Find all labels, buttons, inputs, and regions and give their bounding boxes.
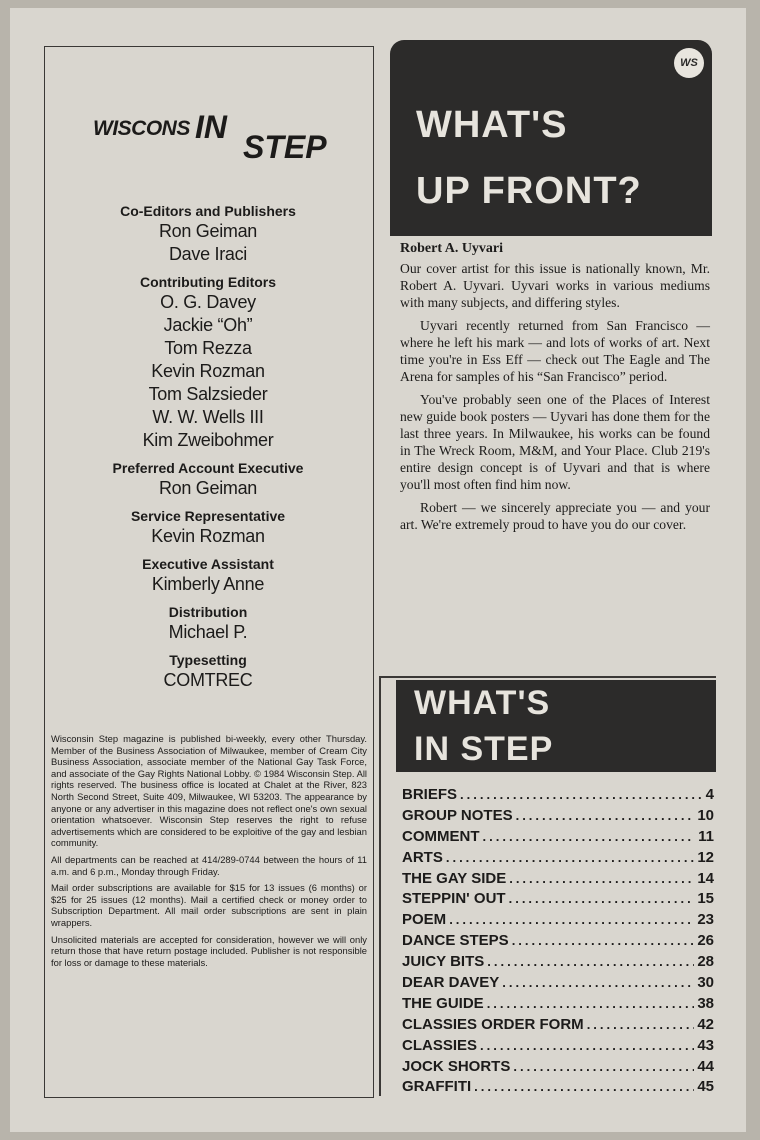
toc-leader-dots: [502, 975, 694, 990]
toc-entry: [402, 1078, 714, 1099]
toc-page-number: 26: [697, 932, 714, 950]
notice-paragraph: Wisconsin Step magazine is published bi-weekly, every other Thursday. Member of the Business Association of Milwaukee, member of Cream City Business Association, associate member of the National Gay Task Force, and associate of the Gay Rights National Lobby. © 1984 Wisconsin Step. All rights reserved. The business office is located at Chalet at the River, 823 North Second Street, Suite 409, Milwaukee, WI 53203. The appearance by anyone or any advertiser in this magazine does not reflect one's own sexual orientation whatsoever. Wisconsin Step reserves the right to refuse advertisements which are considered to be exploitive of the gay and lesbian community.: [51, 733, 367, 849]
staff-name: Kevin Rozman: [151, 526, 265, 546]
toc-leader-dots: [449, 912, 694, 927]
toc-entry: [402, 974, 714, 995]
staff-role: Executive Assistant: [142, 556, 274, 572]
whats-in-step-banner: [396, 680, 716, 772]
toc-leader-dots: [460, 787, 703, 802]
article-paragraph: You've probably seen one of the Places of Interest new guide book posters — Uyvari has done them for the last three years. In Milwaukee, his works can be found in The Wreck Room, M&M, and Your Place. Club 219's entire design concept is of Uyvari and that is where you'll most often find him now.: [400, 392, 710, 492]
column-rule: [379, 676, 381, 1096]
logo-part-step: STEP: [243, 129, 327, 165]
staff-name: Dave Iraci: [168, 244, 248, 264]
staff-role: Contributing Editors: [139, 274, 277, 290]
toc-entry: [402, 870, 714, 891]
toc-label: DEAR DAVEY: [402, 974, 500, 992]
toc-leader-dots: [487, 996, 695, 1011]
toc-page-number: 10: [697, 806, 714, 824]
toc-entry: [402, 849, 714, 870]
upfront-title-line2: UP FRONT?: [416, 170, 642, 212]
toc-leader-dots: [509, 891, 695, 906]
toc-leader-dots: [446, 850, 694, 865]
toc-label: ARTS: [402, 848, 443, 866]
staff-name: O. G. Davey: [160, 292, 256, 312]
staff-name: Kevin Rozman: [151, 361, 265, 381]
toc-entry: [402, 995, 714, 1016]
toc-label: CLASSIES: [402, 1036, 478, 1054]
article-paragraph: Uyvari recently returned from San Francisco — where he left his mark — and lots of works of art. Next time you're in Ess Eff — check out The Eagle and The Arena for samples of his “San Francisco” period.: [400, 318, 710, 384]
toc-page-number: 42: [697, 1015, 714, 1033]
toc-page-number: 14: [697, 869, 714, 887]
article-paragraph: Our cover artist for this issue is nationally known, Mr. Robert A. Uyvari. Uyvari works in various mediums with many subjects, and differing styles.: [400, 261, 710, 310]
toc-label: GRAFFITI: [402, 1078, 472, 1096]
toc-leader-dots: [513, 1059, 694, 1074]
staff-role: Distribution: [168, 604, 248, 620]
staff-name: Kim Zweibohmer: [142, 430, 274, 450]
toc-leader-dots: [512, 933, 695, 948]
toc-entry: [402, 932, 714, 953]
toc-entry: [402, 911, 714, 932]
toc-entry: [402, 1058, 714, 1079]
staff-name: Michael P.: [168, 622, 248, 642]
cover-artist-article: [400, 240, 710, 539]
toc-entry: [402, 953, 714, 974]
toc-entry: [402, 828, 714, 849]
instep-title-line2: IN STEP: [414, 730, 554, 768]
toc-page-number: 28: [697, 953, 714, 971]
whats-up-front-banner: [390, 40, 712, 236]
article-byline: Robert A. Uyvari: [400, 241, 504, 256]
toc-page-number: 11: [698, 827, 714, 845]
toc-leader-dots: [516, 808, 695, 823]
publication-notice: [51, 733, 367, 973]
staff-role: Service Representative: [130, 508, 286, 524]
table-of-contents: [402, 786, 714, 1099]
staff-role: Typesetting: [169, 652, 247, 668]
toc-label: GROUP NOTES: [402, 806, 513, 824]
toc-entry: [402, 890, 714, 911]
toc-label: POEM: [402, 911, 447, 929]
toc-leader-dots: [474, 1079, 694, 1094]
toc-page-number: 4: [705, 786, 714, 803]
staff-name: Jackie “Oh”: [163, 315, 253, 335]
toc-page-number: 44: [697, 1057, 714, 1075]
toc-entry: [402, 807, 714, 828]
toc-page-number: 38: [697, 994, 714, 1012]
staff-role: Co-Editors and Publishers: [120, 203, 296, 219]
staff-name: Tom Rezza: [164, 338, 252, 358]
toc-label: JOCK SHORTS: [402, 1057, 511, 1075]
toc-label: CLASSIES ORDER FORM: [402, 1015, 584, 1033]
toc-label: JUICY BITS: [402, 953, 485, 971]
ws-badge: WS: [674, 48, 704, 78]
toc-entry: [402, 1016, 714, 1037]
toc-entry: [402, 786, 714, 807]
staff-list: [45, 195, 371, 692]
toc-entry: [402, 1037, 714, 1058]
toc-label: STEPPIN' OUT: [402, 890, 506, 908]
notice-paragraph: Unsolicited materials are accepted for consideration, however we will only return those that have return postage included. Publisher is not responsible for loss or damage to these materials.: [51, 933, 367, 968]
toc-label: BRIEFS: [402, 786, 458, 803]
staff-name: Kimberly Anne: [151, 574, 265, 594]
toc-page-number: 45: [697, 1078, 714, 1096]
toc-leader-dots: [483, 829, 696, 844]
toc-label: COMMENT: [402, 827, 480, 845]
toc-leader-dots: [480, 1038, 694, 1053]
upfront-title-line1: WHAT'S: [416, 104, 568, 146]
article-paragraph: Robert — we sincerely appreciate you — and your art. We're extremely proud to have you do our cover.: [400, 500, 710, 532]
notice-paragraph: Mail order subscriptions are available for $15 for 13 issues (6 months) or $25 for 25 issues (12 months). Mail a certified check or money order to Subscription Department. All mail order subscriptions are sent in plain wrappers.: [51, 882, 367, 928]
toc-leader-dots: [587, 1017, 695, 1032]
staff-name: W. W. Wells III: [152, 407, 264, 427]
instep-title-line1: WHAT'S: [414, 684, 551, 722]
toc-label: THE GUIDE: [402, 994, 484, 1012]
notice-paragraph: All departments can be reached at 414/289-0744 between the hours of 11 a.m. and 6 p.m., Monday through Friday.: [51, 853, 367, 877]
toc-label: DANCE STEPS: [402, 932, 509, 950]
staff-name: Ron Geiman: [158, 221, 258, 241]
toc-page-number: 30: [697, 974, 714, 992]
toc-leader-dots: [509, 871, 694, 886]
toc-page-number: 43: [697, 1036, 714, 1054]
staff-name: COMTREC: [163, 670, 253, 690]
staff-name: Tom Salzsieder: [148, 384, 268, 404]
masthead-box: [44, 46, 374, 1098]
staff-name: Ron Geiman: [158, 478, 258, 498]
section-divider: [380, 676, 716, 678]
toc-label: THE GAY SIDE: [402, 869, 507, 887]
logo-part-wiscons: WISCONS: [93, 117, 190, 140]
staff-role: Preferred Account Executive: [112, 460, 304, 476]
toc-page-number: 15: [697, 890, 714, 908]
toc-leader-dots: [487, 954, 694, 969]
toc-page-number: 12: [697, 848, 714, 866]
toc-page-number: 23: [697, 911, 714, 929]
logo-part-in: IN: [195, 109, 227, 145]
